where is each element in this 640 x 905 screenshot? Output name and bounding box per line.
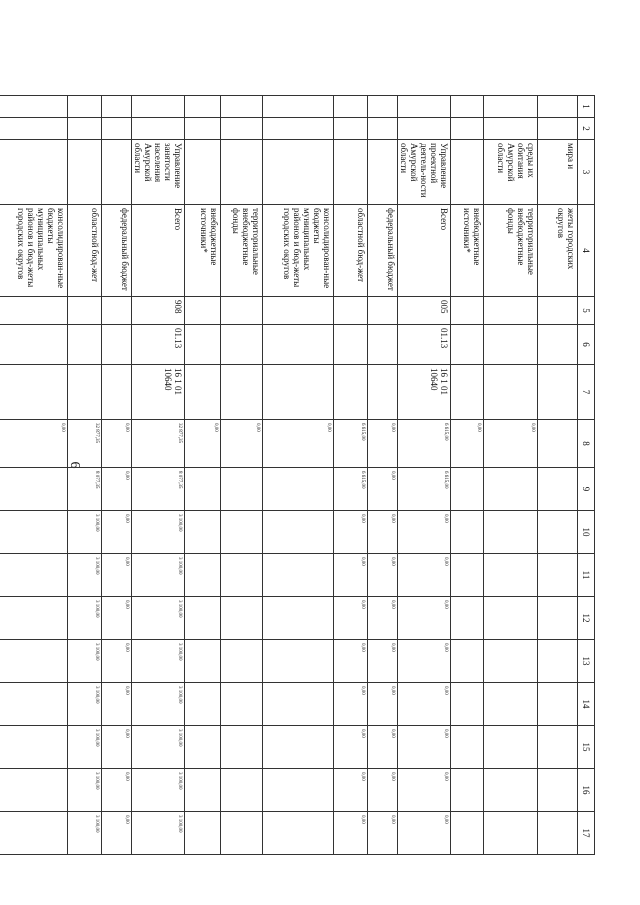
cell-col1 [68, 96, 102, 118]
table-row [221, 96, 263, 855]
cell-amount: 3 100,00 [68, 554, 102, 597]
table-row [263, 96, 334, 855]
cell-rzpr [185, 325, 221, 365]
cell-amount [0, 769, 68, 812]
cell-amount: 3 100,00 [68, 683, 102, 726]
cell-executor [102, 140, 132, 205]
table-row [538, 96, 578, 855]
cell-grbs [0, 297, 68, 325]
cell-amount: 0,00 [221, 420, 263, 468]
cell-col1 [484, 96, 538, 118]
cell-amount: 6 615,00 [334, 468, 368, 511]
cell-amount [538, 640, 578, 683]
cell-rzpr [451, 325, 484, 365]
cell-amount: 3 100,00 [68, 597, 102, 640]
cell-csr: 16 1 01 10640 [398, 365, 451, 420]
cell-amount: 0,00 [102, 726, 132, 769]
cell-col1 [368, 96, 398, 118]
cell-amount [263, 683, 334, 726]
cell-amount [185, 640, 221, 683]
cell-csr [451, 365, 484, 420]
cell-amount [451, 640, 484, 683]
cell-amount: 8 077,35 [132, 468, 185, 511]
cell-csr [334, 365, 368, 420]
cell-amount: 0,00 [398, 683, 451, 726]
cell-amount: 0,00 [451, 420, 484, 468]
cell-amount [451, 812, 484, 855]
cell-source: территориальные внебюджетные фонды [484, 205, 538, 297]
cell-amount [484, 554, 538, 597]
cell-col2 [0, 118, 68, 140]
cell-amount: 3 100,00 [68, 769, 102, 812]
cell-amount: 0,00 [102, 683, 132, 726]
cell-grbs [68, 297, 102, 325]
cell-amount: 0,00 [185, 420, 221, 468]
cell-col1 [398, 96, 451, 118]
cell-amount [0, 554, 68, 597]
cell-source: областной бюд-жет [334, 205, 368, 297]
cell-amount [185, 554, 221, 597]
cell-rzpr [221, 325, 263, 365]
cell-grbs: 908 [132, 297, 185, 325]
cell-amount [221, 511, 263, 554]
cell-amount: 3 100,00 [132, 597, 185, 640]
column-header: 3 [578, 140, 595, 205]
cell-rzpr [102, 325, 132, 365]
cell-amount: 0,00 [398, 769, 451, 812]
cell-amount: 0,00 [334, 812, 368, 855]
table-row [102, 96, 132, 855]
cell-amount [484, 468, 538, 511]
cell-amount: 0,00 [484, 420, 538, 468]
cell-amount [263, 597, 334, 640]
cell-amount: 3 100,00 [68, 511, 102, 554]
cell-amount: 3 100,00 [132, 511, 185, 554]
column-header: 17 [578, 812, 595, 855]
table-row [132, 96, 185, 855]
cell-amount: 3 100,00 [132, 812, 185, 855]
page-number: 6 [67, 461, 82, 469]
column-header: 11 [578, 554, 595, 597]
cell-col1 [102, 96, 132, 118]
cell-amount [484, 683, 538, 726]
cell-rzpr [484, 325, 538, 365]
cell-amount [538, 468, 578, 511]
column-header: 2 [578, 118, 595, 140]
column-header: 10 [578, 511, 595, 554]
cell-amount [451, 597, 484, 640]
cell-amount: 0,00 [102, 420, 132, 468]
cell-amount: 0,00 [102, 769, 132, 812]
cell-grbs [185, 297, 221, 325]
cell-grbs [451, 297, 484, 325]
cell-amount: 0,00 [368, 683, 398, 726]
cell-amount [451, 554, 484, 597]
cell-amount: 0,00 [334, 683, 368, 726]
cell-amount [185, 812, 221, 855]
cell-amount [538, 597, 578, 640]
cell-amount [185, 597, 221, 640]
cell-col2 [484, 118, 538, 140]
cell-col2 [185, 118, 221, 140]
cell-amount: 0,00 [263, 420, 334, 468]
cell-amount [185, 769, 221, 812]
cell-amount [451, 726, 484, 769]
cell-amount: 6 615,00 [398, 468, 451, 511]
cell-amount: 0,00 [398, 812, 451, 855]
cell-source: внебюджетные источники* [185, 205, 221, 297]
cell-amount [538, 554, 578, 597]
cell-amount: 0,00 [398, 640, 451, 683]
cell-rzpr [263, 325, 334, 365]
cell-amount [221, 468, 263, 511]
cell-rzpr [0, 325, 68, 365]
cell-amount [221, 597, 263, 640]
cell-rzpr: 01.13 [398, 325, 451, 365]
cell-amount [221, 726, 263, 769]
cell-amount [263, 726, 334, 769]
cell-executor [263, 140, 334, 205]
cell-col2 [102, 118, 132, 140]
cell-col1 [0, 96, 68, 118]
cell-rzpr [368, 325, 398, 365]
column-header: 6 [578, 325, 595, 365]
cell-amount: 0,00 [102, 812, 132, 855]
cell-amount: 32 877,35 [132, 420, 185, 468]
table-row [334, 96, 368, 855]
cell-col1 [334, 96, 368, 118]
cell-amount [221, 554, 263, 597]
cell-amount: 6 615,00 [398, 420, 451, 468]
cell-source: территориальные внебюджетные фонды [221, 205, 263, 297]
cell-amount [0, 726, 68, 769]
cell-executor: Управление проектной деятель-ности Амурской области [398, 140, 451, 205]
cell-amount [538, 812, 578, 855]
cell-csr [185, 365, 221, 420]
cell-amount [484, 726, 538, 769]
cell-amount [0, 597, 68, 640]
cell-col2 [263, 118, 334, 140]
column-header: 9 [578, 468, 595, 511]
budget-table [0, 95, 595, 855]
cell-col2 [334, 118, 368, 140]
cell-source: жеты городских округов [538, 205, 578, 297]
cell-col2 [398, 118, 451, 140]
cell-grbs [102, 297, 132, 325]
cell-amount: 0,00 [102, 597, 132, 640]
column-header: 16 [578, 769, 595, 812]
cell-amount: 0,00 [102, 468, 132, 511]
table-row [185, 96, 221, 855]
table-row [68, 96, 102, 855]
cell-executor [368, 140, 398, 205]
column-header: 12 [578, 597, 595, 640]
cell-amount: 0,00 [0, 420, 68, 468]
cell-amount: 6 615,00 [334, 420, 368, 468]
cell-amount [484, 511, 538, 554]
cell-amount: 3 100,00 [68, 726, 102, 769]
cell-amount [538, 420, 578, 468]
cell-amount: 0,00 [368, 812, 398, 855]
cell-amount: 3 100,00 [132, 683, 185, 726]
column-header: 8 [578, 420, 595, 468]
cell-amount: 0,00 [368, 769, 398, 812]
cell-col1 [221, 96, 263, 118]
cell-grbs [368, 297, 398, 325]
cell-amount [0, 812, 68, 855]
cell-amount [263, 769, 334, 812]
cell-col1 [263, 96, 334, 118]
cell-amount: 0,00 [334, 640, 368, 683]
cell-amount [538, 511, 578, 554]
cell-source: Всего [132, 205, 185, 297]
table-row [484, 96, 538, 855]
cell-grbs: 005 [398, 297, 451, 325]
cell-source: областной бюд-жет [68, 205, 102, 297]
cell-amount: 3 100,00 [132, 554, 185, 597]
cell-csr [484, 365, 538, 420]
cell-grbs [221, 297, 263, 325]
column-header: 4 [578, 205, 595, 297]
cell-amount [484, 597, 538, 640]
cell-amount: 0,00 [368, 554, 398, 597]
cell-source: консолидирован-ные бюджеты муниципальных районов и бюд-жеты городских округов [0, 205, 68, 297]
cell-amount: 0,00 [368, 511, 398, 554]
cell-csr [68, 365, 102, 420]
cell-csr [221, 365, 263, 420]
cell-amount: 0,00 [368, 726, 398, 769]
cell-executor [451, 140, 484, 205]
cell-amount: 3 100,00 [68, 812, 102, 855]
cell-amount: 0,00 [102, 554, 132, 597]
cell-amount [451, 683, 484, 726]
cell-amount [538, 769, 578, 812]
cell-csr [0, 365, 68, 420]
column-header: 14 [578, 683, 595, 726]
cell-amount: 0,00 [102, 640, 132, 683]
cell-csr: 16 1 01 10640 [132, 365, 185, 420]
cell-amount: 0,00 [368, 597, 398, 640]
cell-amount: 0,00 [368, 640, 398, 683]
cell-amount [185, 726, 221, 769]
cell-rzpr [538, 325, 578, 365]
cell-amount [185, 468, 221, 511]
cell-amount: 0,00 [398, 597, 451, 640]
cell-executor [0, 140, 68, 205]
cell-col1 [451, 96, 484, 118]
cell-amount [0, 683, 68, 726]
cell-grbs [263, 297, 334, 325]
column-header: 7 [578, 365, 595, 420]
cell-amount: 0,00 [368, 420, 398, 468]
cell-amount [0, 468, 68, 511]
cell-col2 [368, 118, 398, 140]
cell-col2 [132, 118, 185, 140]
cell-grbs [484, 297, 538, 325]
cell-amount: 32 877,35 [68, 420, 102, 468]
cell-amount [263, 468, 334, 511]
column-header: 15 [578, 726, 595, 769]
cell-col1 [132, 96, 185, 118]
table-row [0, 96, 68, 855]
cell-amount: 0,00 [102, 511, 132, 554]
cell-amount [221, 640, 263, 683]
cell-amount: 3 100,00 [68, 640, 102, 683]
column-header: 5 [578, 297, 595, 325]
cell-source: Всего [398, 205, 451, 297]
cell-amount [484, 640, 538, 683]
table-row [451, 96, 484, 855]
cell-amount: 0,00 [334, 597, 368, 640]
cell-col2 [221, 118, 263, 140]
cell-amount: 0,00 [334, 511, 368, 554]
table-row [398, 96, 451, 855]
cell-executor [334, 140, 368, 205]
cell-amount [185, 683, 221, 726]
cell-grbs [538, 297, 578, 325]
cell-amount: 0,00 [398, 554, 451, 597]
cell-amount: 0,00 [334, 769, 368, 812]
cell-amount [538, 683, 578, 726]
document-frame [16, 95, 595, 845]
cell-amount [451, 468, 484, 511]
cell-amount [263, 640, 334, 683]
cell-amount: 0,00 [334, 726, 368, 769]
cell-source: федеральный бюджет [368, 205, 398, 297]
cell-amount [185, 511, 221, 554]
column-header: 13 [578, 640, 595, 683]
cell-executor [185, 140, 221, 205]
cell-csr [538, 365, 578, 420]
cell-col2 [538, 118, 578, 140]
cell-amount: 8 077,35 [68, 468, 102, 511]
cell-amount: 3 100,00 [132, 640, 185, 683]
cell-amount [221, 769, 263, 812]
cell-source: внебюджетные источники* [451, 205, 484, 297]
cell-amount [263, 812, 334, 855]
cell-grbs [334, 297, 368, 325]
cell-col1 [538, 96, 578, 118]
cell-executor: Управление занятости населения Амурской области [132, 140, 185, 205]
cell-amount [221, 683, 263, 726]
cell-csr [263, 365, 334, 420]
cell-amount: 0,00 [398, 726, 451, 769]
cell-amount [484, 812, 538, 855]
cell-csr [368, 365, 398, 420]
cell-col1 [185, 96, 221, 118]
cell-amount: 0,00 [398, 511, 451, 554]
cell-amount [263, 511, 334, 554]
cell-source: федеральный бюджет [102, 205, 132, 297]
cell-col2 [451, 118, 484, 140]
cell-amount: 0,00 [334, 554, 368, 597]
cell-amount: 0,00 [368, 468, 398, 511]
column-header: 1 [578, 96, 595, 118]
cell-amount: 3 100,00 [132, 769, 185, 812]
cell-rzpr [68, 325, 102, 365]
cell-executor: среды их обитания Амурской области [484, 140, 538, 205]
cell-amount [538, 726, 578, 769]
cell-amount [0, 511, 68, 554]
table-row [368, 96, 398, 855]
cell-rzpr: 01.13 [132, 325, 185, 365]
cell-amount [221, 812, 263, 855]
cell-source: консолидирован-ные бюджеты муниципальных районов и бюд-жеты городских округов [263, 205, 334, 297]
cell-amount [0, 640, 68, 683]
cell-amount [484, 769, 538, 812]
cell-rzpr [334, 325, 368, 365]
cell-amount [451, 511, 484, 554]
header-row [578, 96, 595, 855]
cell-amount [451, 769, 484, 812]
rotated-table-wrapper [16, 95, 595, 845]
cell-amount: 3 100,00 [132, 726, 185, 769]
cell-executor [68, 140, 102, 205]
cell-col2 [68, 118, 102, 140]
cell-amount [263, 554, 334, 597]
cell-csr [102, 365, 132, 420]
cell-executor [221, 140, 263, 205]
cell-executor: мира и [538, 140, 578, 205]
